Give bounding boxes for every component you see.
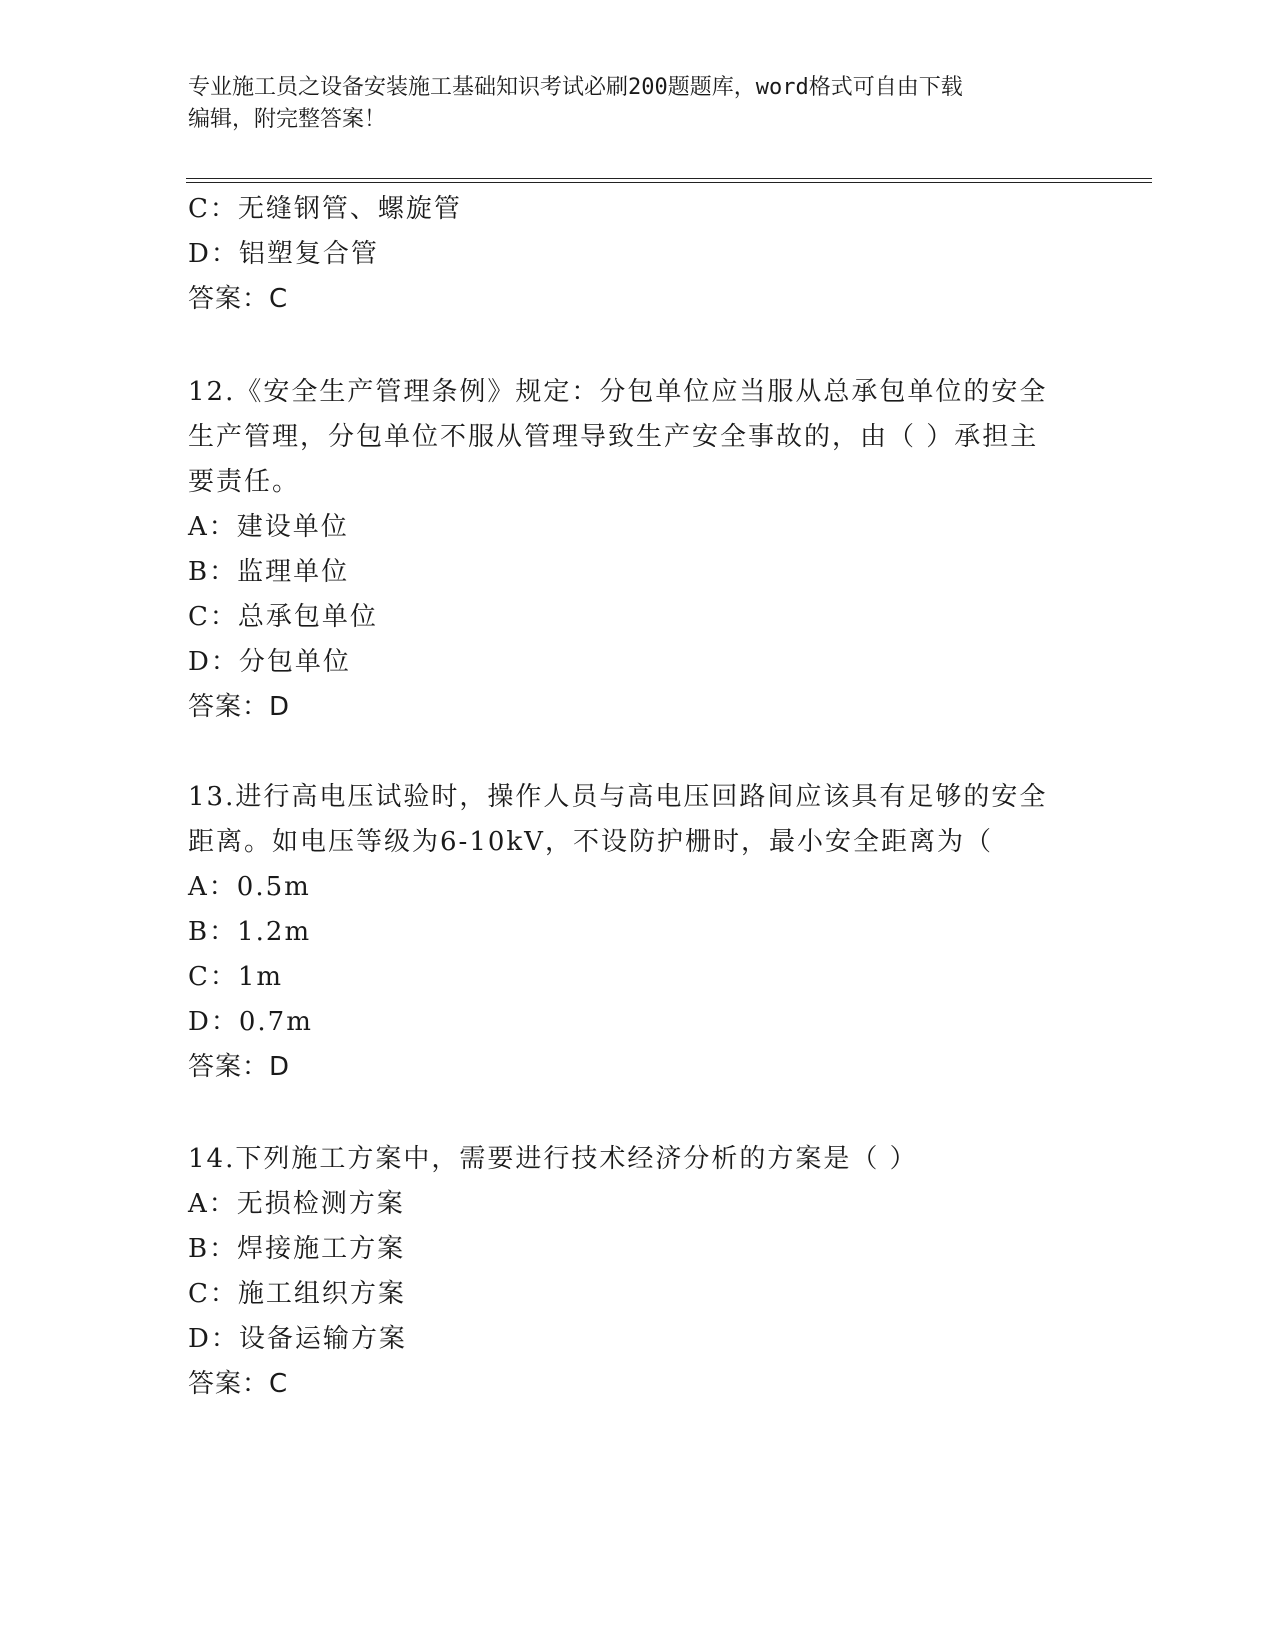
q12-answer: 答案：D [188, 692, 291, 722]
q14-option-b: B：焊接施工方案 [188, 1234, 406, 1264]
q12-option-b: B：监理单位 [188, 557, 350, 587]
q12-option-d: D：分包单位 [188, 647, 351, 677]
q12-option-c: C：总承包单位 [188, 602, 378, 632]
q11-answer: 答案：C [188, 284, 289, 314]
q12-stem-line-3: 要责任。 [188, 467, 301, 497]
q12-option-a: A：建设单位 [188, 512, 349, 542]
q13-stem-line-2: 距离。如电压等级为6-10kV，不设防护栅时，最小安全距离为（ [188, 827, 993, 857]
header-title-line-2: 编辑，附完整答案！ [188, 107, 387, 132]
q14-option-c: C：施工组织方案 [188, 1279, 406, 1309]
header-divider-top [186, 178, 1152, 179]
q14-answer: 答案：C [188, 1369, 289, 1399]
q14-stem-line-1: 14.下列施工方案中，需要进行技术经济分析的方案是（ ） [188, 1144, 918, 1174]
q11-option-c: C：无缝钢管、螺旋管 [188, 194, 462, 224]
q14-option-d: D：设备运输方案 [188, 1324, 407, 1354]
q13-option-a: A：0.5m [188, 872, 311, 902]
q13-stem-line-1: 13.进行高电压试验时，操作人员与高电压回路间应该具有足够的安全 [188, 782, 1048, 812]
header-title-line-1: 专业施工员之设备安装施工基础知识考试必刷200题题库，word格式可自由下载 [188, 75, 963, 100]
document-header [188, 72, 1068, 136]
q13-answer: 答案：D [188, 1052, 291, 1082]
q12-stem-line-2: 生产管理，分包单位不服从管理导致生产安全事故的，由（ ）承担主 [188, 422, 1039, 452]
q13-option-c: C：1m [188, 962, 284, 992]
q13-option-d: D：0.7m [188, 1007, 313, 1037]
header-divider-bottom [186, 182, 1152, 183]
q12-stem-line-1: 12.《安全生产管理条例》规定：分包单位应当服从总承包单位的安全 [188, 377, 1048, 407]
q14-option-a: A：无损检测方案 [188, 1189, 405, 1219]
q13-option-b: B：1.2m [188, 917, 312, 947]
q11-option-d: D：铝塑复合管 [188, 239, 379, 269]
